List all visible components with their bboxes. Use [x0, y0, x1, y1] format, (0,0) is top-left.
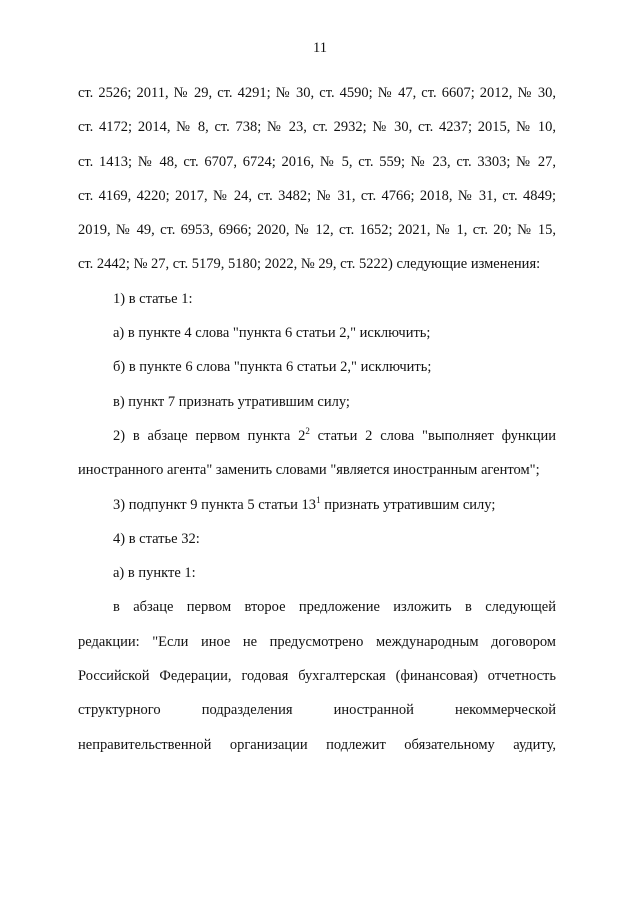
- line-text: 3) подпункт 9 пункта 5 статьи 13: [113, 496, 317, 513]
- paragraph-line: неправительственной организации подлежит обязательному аудиту,: [78, 736, 556, 753]
- item-line: 1) в статье 1:: [113, 290, 193, 307]
- page-number: 11: [313, 40, 327, 56]
- text-line: ст. 2526; 2011, № 29, ст. 4291; № 30, ст. 4590; № 47, ст. 6607; 2012, № 30,: [78, 85, 556, 101]
- text-line: 2019, № 49, ст. 6953, 6966; 2020, № 12, ст. 1652; 2021, № 1, ст. 20; № 15,: [78, 222, 556, 239]
- line-text: статьи 2 слова "выполняет функции: [309, 427, 556, 444]
- item-line: 4) в статье 32:: [113, 530, 200, 547]
- paragraph-line: структурного подразделения иностранной некоммерческой: [78, 702, 556, 719]
- item-line-with-superscript: [78, 488, 556, 522]
- text-line: иностранного агента" заменить словами "является иностранным агентом";: [78, 462, 540, 479]
- item-line: а) в пункте 4 слова "пункта 6 статьи 2," исключить;: [113, 325, 431, 342]
- superscript: 2: [305, 425, 310, 436]
- item-line-with-superscript: [78, 419, 556, 453]
- document-body: [78, 76, 556, 762]
- item-line: б) в пункте 6 слова "пункта 6 статьи 2," исключить;: [113, 359, 432, 376]
- item-line: а) в пункте 1:: [113, 565, 196, 582]
- text-line: ст. 4169, 4220; 2017, № 24, ст. 3482; № 31, ст. 4766; 2018, № 31, ст. 4849;: [78, 187, 556, 204]
- item-line: в) пункт 7 признать утратившим силу;: [113, 393, 350, 410]
- text-line: ст. 2442; № 27, ст. 5179, 5180; 2022, № 29, ст. 5222) следующие изменения:: [78, 256, 541, 273]
- text-line: ст. 4172; 2014, № 8, ст. 738; № 23, ст. 2932; № 30, ст. 4237; 2015, № 10,: [78, 119, 556, 136]
- paragraph-line: Российской Федерации, годовая бухгалтерская (финансовая) отчетность: [78, 668, 556, 685]
- line-text: признать утратившим силу;: [320, 496, 496, 513]
- text-line: ст. 1413; № 48, ст. 6707, 6724; 2016, № 5, ст. 559; № 23, ст. 3303; № 27,: [78, 153, 556, 170]
- superscript: 1: [316, 494, 321, 505]
- line-text: 2) в абзаце первом пункта 2: [113, 427, 306, 444]
- paragraph-line: редакции: "Если иное не предусмотрено международным договором: [78, 633, 556, 650]
- paragraph-line: в абзаце первом второе предложение изложить в следующей: [113, 599, 556, 616]
